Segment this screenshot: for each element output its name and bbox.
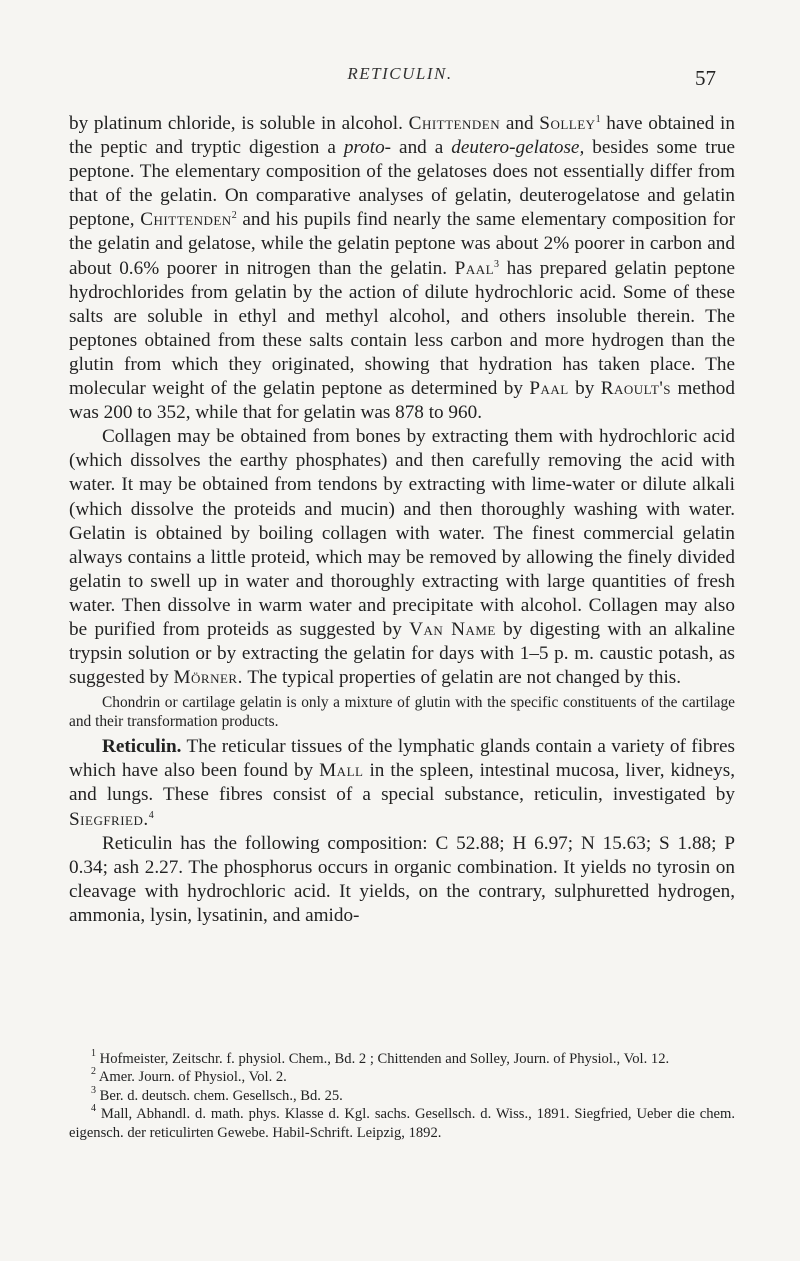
author-mall: Mall <box>319 760 364 782</box>
author-siegfried: Siegfried. <box>69 808 149 830</box>
page-number: 57 <box>695 66 716 90</box>
paragraph-reticulin-composition: Reticulin has the following composition: C 52.88; H 6.97; N 15.63; S 1.88; P 0.34; ash 2.27. The phosphorus occurs in organic combination. It yields no tyrosin on cleavage with hydrochloric acid. It yields, on the contrary, sulphuretted hydrogen, ammonia, lysin, lysatinin, and amido- <box>69 832 735 926</box>
footnotes <box>69 1050 735 1142</box>
running-head: RETICULIN. <box>347 64 453 83</box>
author-van-name: Van Name <box>409 618 496 640</box>
footnote-4: $^4$ Mall, Abhandl. d. math. phys. Klasse d. Kgl. sachs. Gesellsch. d. Wiss., 1891. Siegfried, Ueber die chem. eigensch. der reticulirten Gewebe. Habil-Schrift. Leipzig, 1892. <box>69 1103 735 1141</box>
footnote-1: $^1$ Hofmeister, Zeitschr. f. physiol. Chem., Bd. 2 ; Chittenden and Solley, Journ. of Physiol., Vol. 12. <box>91 1048 670 1067</box>
paragraph-gelatoses: by platinum chloride, is soluble in alcohol. Chittenden and Solley$^1$ have obtained in the peptic and tryptic digestion a proto- and a deutero-gelatose, besides some true peptone. The elementary composition of the gelatoses does not essentially differ from that of the gelatin. On comparative analyses of gelatin, deuterogelatose and gelatin peptone, Chittenden$^2$ and his pupils find nearly the same elementary composition for the gelatin and gelatose, while the gelatin peptone was about 2% poorer in carbon and about 0.6% poorer in nitrogen than the gelatin. Paal$^3$ has prepared gelatin peptone hydrochlorides from gelatin by the action of dilute hydrochloric acid. Some of these salts are soluble in ethyl and methyl alcohol, and others insoluble therein. The peptones obtained from these salts contain less carbon and more hydrogen than the glutin from which they originated, showing that hydration has taken place. The molecular weight of the gelatin peptone as determined by Paal by Raoult's method was 200 to 352, while that for gelatin was 878 to 960. <box>69 113 735 424</box>
footnote-3: $^3$ Ber. d. deutsch. chem. Gesellsch., Bd. 25. <box>91 1084 343 1104</box>
paragraph-chondrin: Chondrin or cartilage gelatin is only a mixture of glutin with the specific constituents of the cartilage and their transformation products. <box>69 694 735 731</box>
footnote-ref-1: 1 <box>595 114 601 125</box>
author-paal: Paal <box>454 257 495 279</box>
page-header <box>0 64 800 94</box>
footnote-ref-3: 3 <box>494 258 500 270</box>
author-chittenden: Chittenden <box>408 113 501 134</box>
footnote-ref-4: 4 <box>148 809 154 821</box>
section-title-reticulin: Reticulin. <box>102 736 182 758</box>
footnote-ref-2: 2 <box>231 210 237 222</box>
body-text <box>69 112 735 928</box>
author-morner: Mörner. <box>173 667 243 689</box>
paragraph-collagen: Collagen may be obtained from bones by extracting them with hydrochloric acid (which dissolves the earthy phosphates) and then carefully removing the acid with water. It may be obtained from tendons by extracting with lime-water or dilute alkali (which dissolve the proteids and mucin) and then thoroughly washing with water. Gelatin is obtained by boiling collagen with water. The finest commercial gelatin always contains a little proteid, which may be removed by allowing the finely divided gelatin to swell up in water and thoroughly extracting with large quantities of fresh water. Then dissolve in warm water and precipitate with alcohol. Collagen may also be purified from proteids as suggested by Van Name by digesting with an alkaline trypsin solution or by extracting the gelatin for days with 1–5 p. m. caustic potash, as suggested by Mörner. The typical properties of gelatin are not changed by this. <box>69 426 735 689</box>
paragraph-reticulin: Reticulin. The reticular tissues of the lymphatic glands contain a variety of fibres which have also been found by Mall in the spleen, intestinal mucosa, liver, kidneys, and lungs. These fibres consist of a special substance, reticulin, investigated by Siegfried.$^4$ <box>69 736 735 830</box>
author-raoult: Raoult's <box>600 378 672 400</box>
footnote-2: $^2$ Amer. Journ. of Physiol., Vol. 2. <box>91 1066 287 1086</box>
author-solley: Solley <box>539 113 596 134</box>
